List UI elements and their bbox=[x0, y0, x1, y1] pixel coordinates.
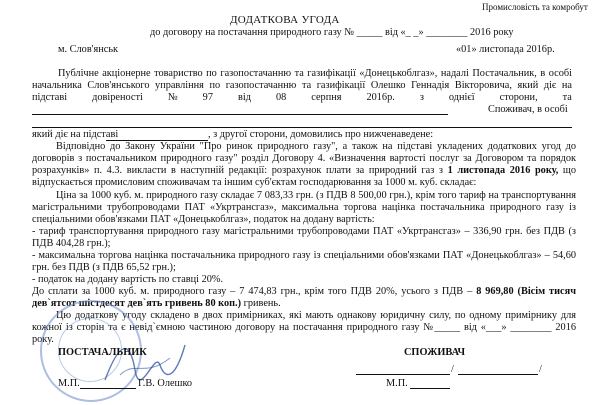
intro-line-2: начальника Слов'янського управління по газопостачанню та газифікації Олешко Геннадія Вікторовича, який діє на bbox=[32, 80, 572, 91]
paragraph-3: - тариф транспортування природного газу магістральними трубопроводами ПАТ «Укртрансгаз» – 336,90 грн. без ПДВ (з ПДВ 404,28 грн.); bbox=[32, 226, 576, 250]
supplier-mp: М.П. bbox=[58, 378, 80, 389]
consumer-rep-line bbox=[32, 127, 572, 128]
intro-line-4: Споживач, в особі bbox=[488, 104, 568, 115]
supplier-label: ПОСТАЧАЛЬНИК bbox=[58, 347, 147, 358]
city: м. Слов'янськ bbox=[58, 44, 119, 55]
intro-line-3-word: 08 bbox=[275, 92, 287, 103]
consumer-slash: / bbox=[451, 364, 454, 375]
intro-line-5a: який діє на підставі bbox=[32, 129, 119, 140]
paragraph-4: - максимальна торгова націнка постачальника природного газу із спеціальними обов'язками ПАТ «Донецькоблгаз» – 54,60 грн. без ПДВ (з ПДВ 65,52 грн.); bbox=[32, 250, 576, 274]
intro-line-3-word: підставі bbox=[32, 92, 68, 103]
intro-line-3-word: однієї bbox=[448, 92, 475, 103]
intro-line-3-word: № bbox=[167, 92, 178, 103]
supplier-sign-line bbox=[80, 388, 136, 389]
consumer-label: СПОЖИВАЧ bbox=[404, 347, 466, 358]
intro-line-3-word: довіреності bbox=[92, 92, 143, 103]
consumer-name-line bbox=[32, 114, 448, 115]
consumer-name-line-2 bbox=[458, 374, 538, 375]
paragraph-2: Ціна за 1000 куб. м. природного газу складає 7 083,33 грн. (з ПДВ 8 500,00 грн.), крім того тариф на транспортування магістральними трубопроводами ПАТ «Укртрансгаз», максимальна торгова націнка постачальника природного газу із спеціальними обов'язками ПАТ «Донецькоблгаз», податок на додану вартість: bbox=[32, 190, 576, 226]
agreement-date: «01» листопада 2016р. bbox=[456, 44, 555, 55]
intro-line-1: Публічне акціонерне товариство по газопостачанню та газифікації «Донецькоблгаз», надалі Постачальник, в особі bbox=[58, 68, 572, 79]
consumer-mp-line bbox=[410, 388, 450, 389]
intro-line-5b: , з другої сторони, домовились про нижченаведене: bbox=[208, 129, 434, 140]
document-subtitle: до договору на постачання природного газу № _____ від «_ _» ________ 2016 року bbox=[150, 27, 514, 38]
document-title: ДОДАТКОВА УГОДА bbox=[230, 14, 340, 26]
intro-line-3-word: від bbox=[237, 92, 251, 103]
intro-line-3-word: з bbox=[419, 92, 424, 103]
intro-line-3-word: 2016р. bbox=[366, 92, 395, 103]
intro-line-3-word: сторони, bbox=[499, 92, 538, 103]
top-note: Промисловість та комробут bbox=[482, 2, 588, 12]
consumer-mp: М.П. bbox=[386, 378, 408, 389]
intro-line-3-word: серпня bbox=[311, 92, 342, 103]
intro-line-3 bbox=[32, 92, 572, 104]
intro-line-3-word: та bbox=[562, 92, 572, 103]
paragraph-7: Цю додаткову угоду складено в двох примірниках, які мають однакову юридичну силу, по одному примірнику для кожної із сторін та є невід`ємною частиною договору на постачання природного газу №_____ від «___» ________ 2016 року. bbox=[32, 310, 576, 346]
supplier-name: Г.В. Олешко bbox=[138, 378, 193, 389]
consumer-sign-line bbox=[356, 374, 450, 375]
intro-line-3-word: 97 bbox=[202, 92, 213, 103]
paragraph-5: - податок на додану вартість по ставці 20%. bbox=[32, 274, 224, 285]
paragraph-1: Відповідно до Закону України "Про ринок природного газу", а також на підставі укладених додаткових угод до договорів з постачальником природного газу" розділ Договору 4. «Визначення вартості послуг за Договором та порядок розрахунків» п. 4.3. викласти в наступній редакції: розрахунок плати за природний газ з 1 листопада 2016 року, що відпускається промисловим споживачам та іншим суб'єктам господарювання за 1000 м. куб. складає: bbox=[32, 141, 577, 189]
paragraph-6: До сплати за 1000 куб. м. природного газу – 7 474,83 грн., крім того ПДВ 20%, усього з ПДВ – 8 969,80 (Вісім тисяч дев`ятсот шістдесят дев`ять гривень 80 коп.) гривень. bbox=[32, 286, 576, 310]
consumer-slash-2: / bbox=[539, 364, 542, 375]
